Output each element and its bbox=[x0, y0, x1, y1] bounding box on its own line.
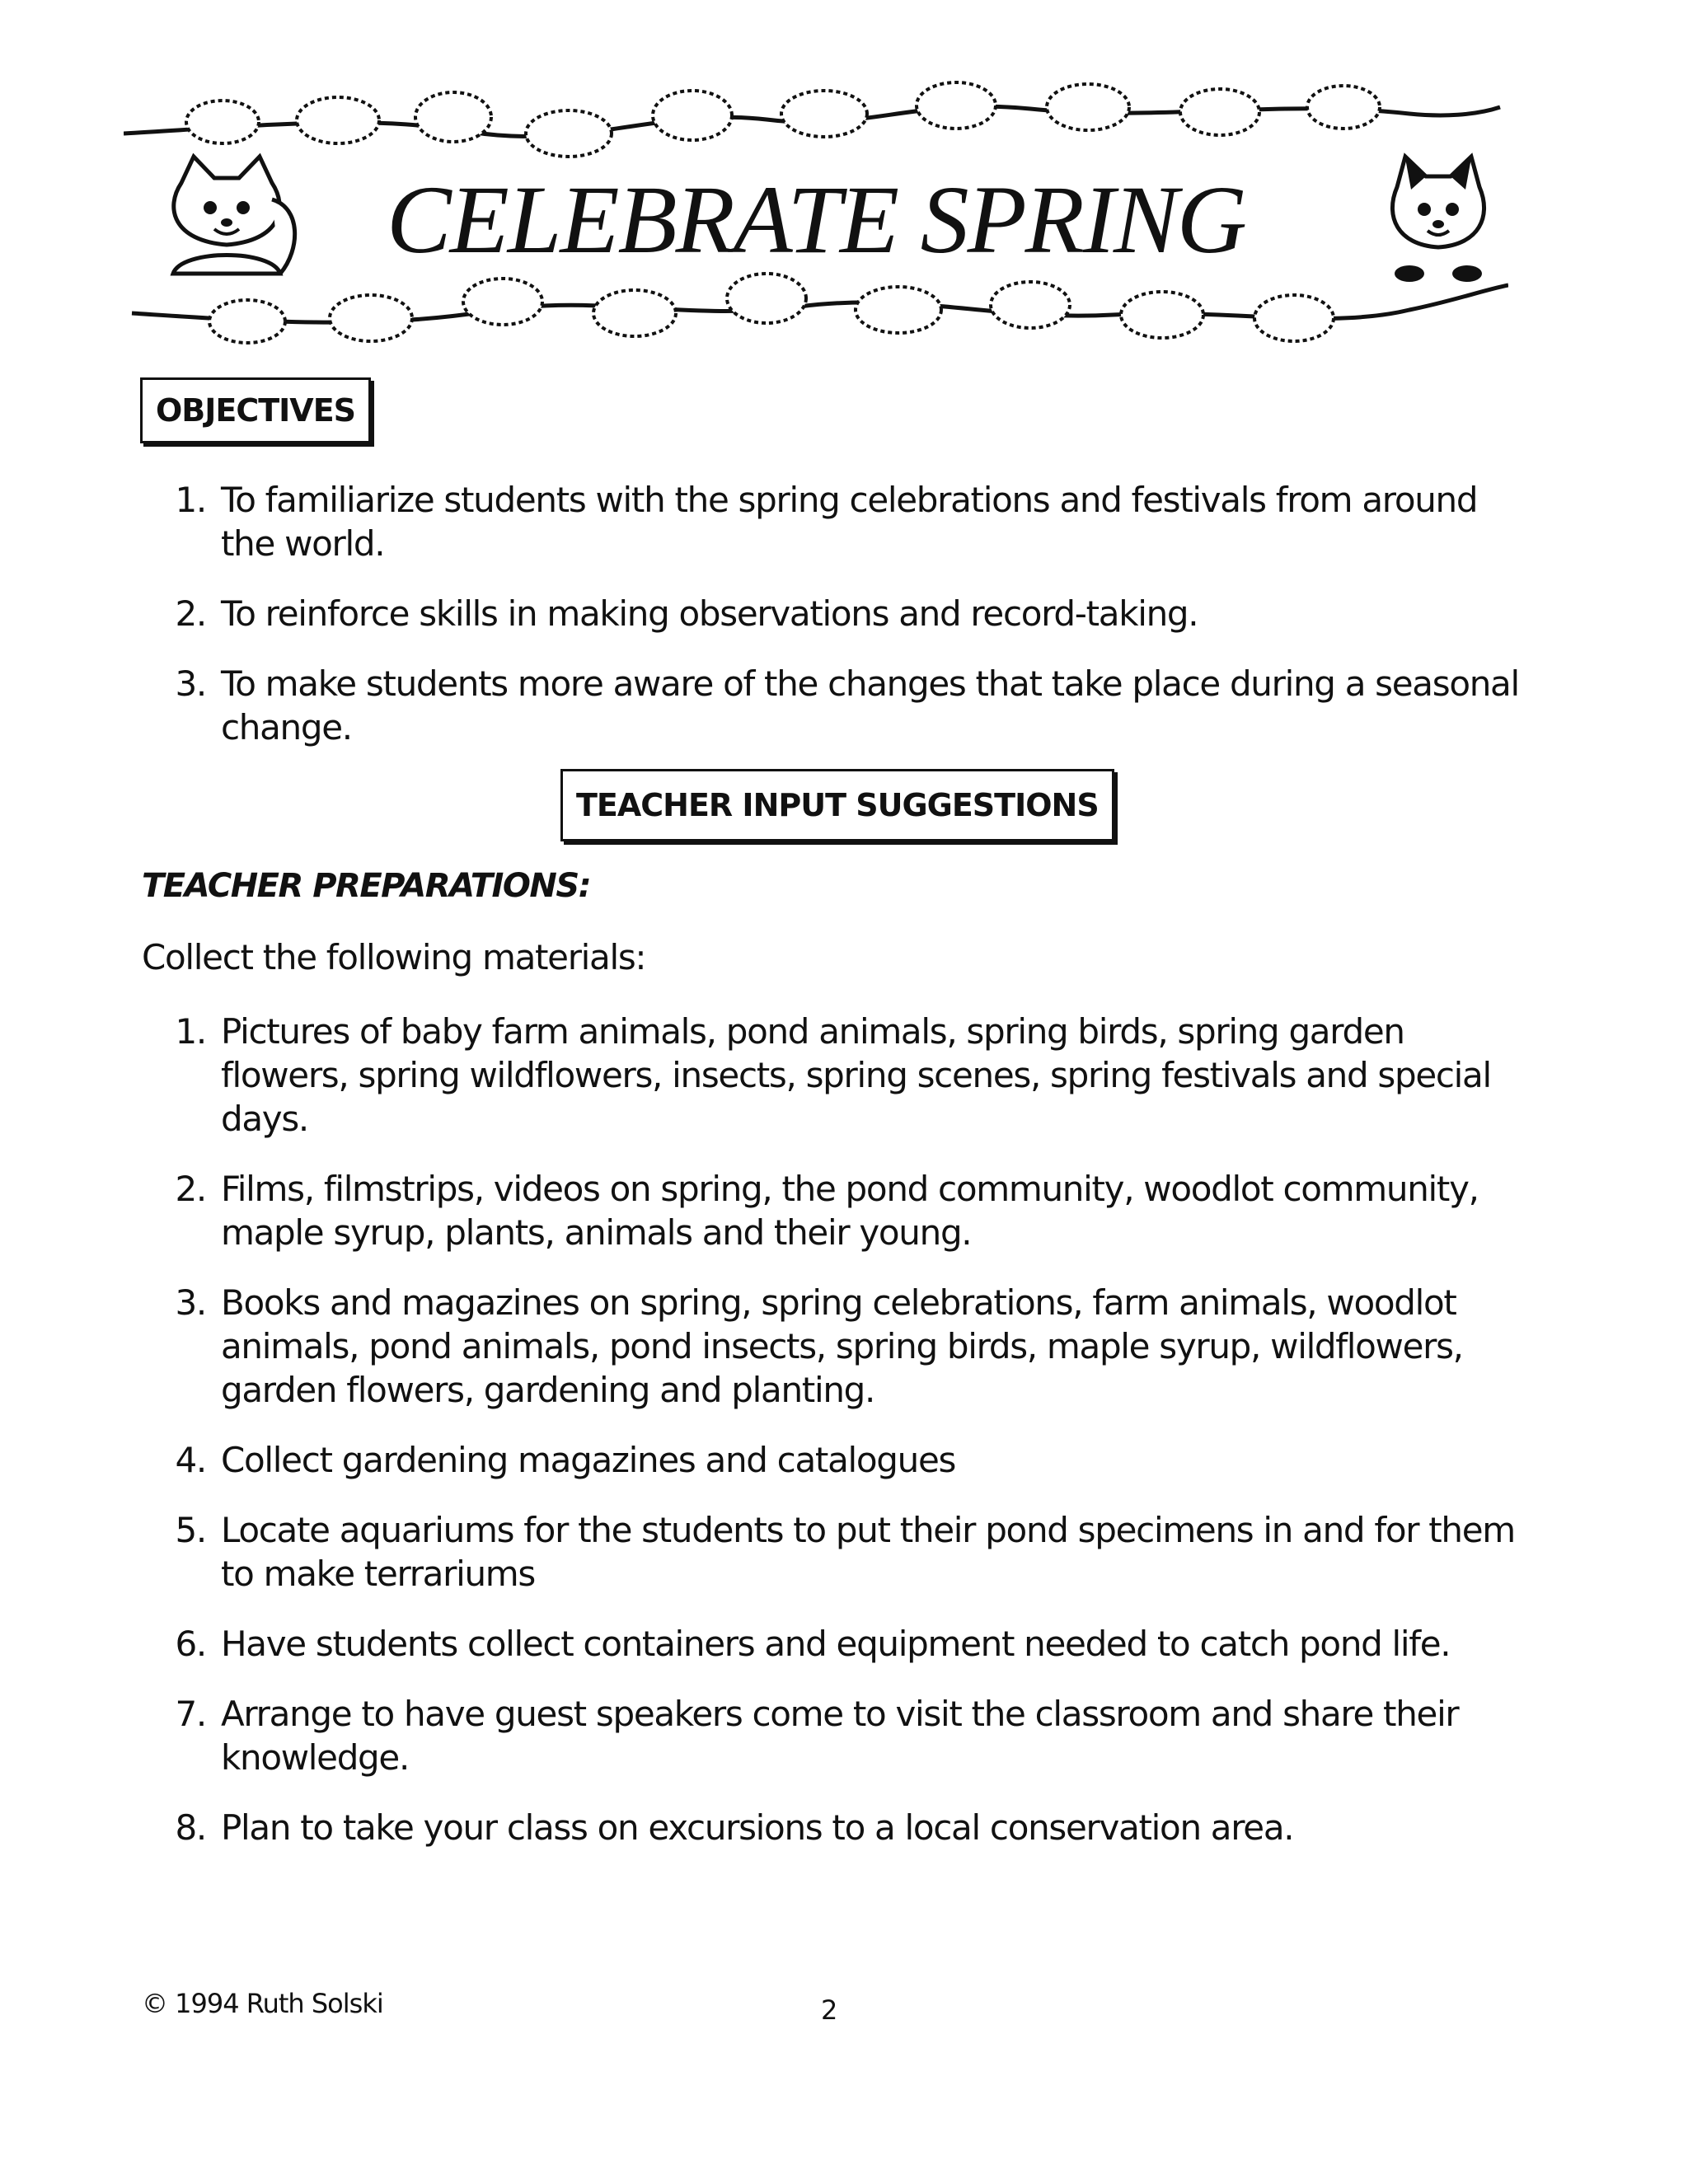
header-banner bbox=[124, 74, 1508, 371]
list-item: 2. To reinforce skills in making observations and record-taking. bbox=[175, 593, 1198, 634]
preparations-heading: TEACHER PREPARATIONS: bbox=[142, 867, 591, 905]
list-item: 8. Plan to take your class on excursions to a local conservation area. bbox=[175, 1807, 1294, 1848]
list-item: 1. To familiarize students with the spring celebrations and festivals from around the world. bbox=[175, 480, 1478, 564]
page-title: CELEBRATE SPRING bbox=[387, 166, 1245, 274]
objectives-list bbox=[148, 478, 1533, 776]
list-item: 7. Arrange to have guest speakers come to visit the classroom and share their knowledge. bbox=[175, 1694, 1459, 1778]
copyright-text: © 1994 Ruth Solski bbox=[142, 1988, 383, 2019]
list-item: 3. Books and magazines on spring, spring celebrations, farm animals, woodlot animals, pond animals, pond insects, spring birds, maple syrup, wildflowers, garden flowers, gardening and planting. bbox=[175, 1282, 1463, 1410]
list-item: 5. Locate aquariums for the students to put their pond specimens in and for them to make terrariums bbox=[175, 1510, 1515, 1594]
list-item: 1. Pictures of baby farm animals, pond animals, spring birds, spring garden flowers, spring wildflowers, insects, spring scenes, spring festivals and special days. bbox=[175, 1011, 1491, 1139]
objectives-heading: OBJECTIVES bbox=[140, 377, 371, 443]
preparations-intro: Collect the following materials: bbox=[142, 937, 646, 977]
list-item: 4. Collect gardening magazines and catalogues bbox=[175, 1440, 956, 1480]
teacher-input-heading: TEACHER INPUT SUGGESTIONS bbox=[560, 769, 1114, 841]
list-item: 3. To make students more aware of the changes that take place during a seasonal change. bbox=[175, 663, 1519, 748]
list-item: 6. Have students collect containers and equipment needed to catch pond life. bbox=[175, 1624, 1451, 1664]
list-item: 2. Films, filmstrips, videos on spring, the pond community, woodlot community, maple syrup, plants, animals and their young. bbox=[175, 1169, 1479, 1253]
preparations-list bbox=[148, 1010, 1541, 1876]
page-number: 2 bbox=[821, 1994, 838, 2026]
